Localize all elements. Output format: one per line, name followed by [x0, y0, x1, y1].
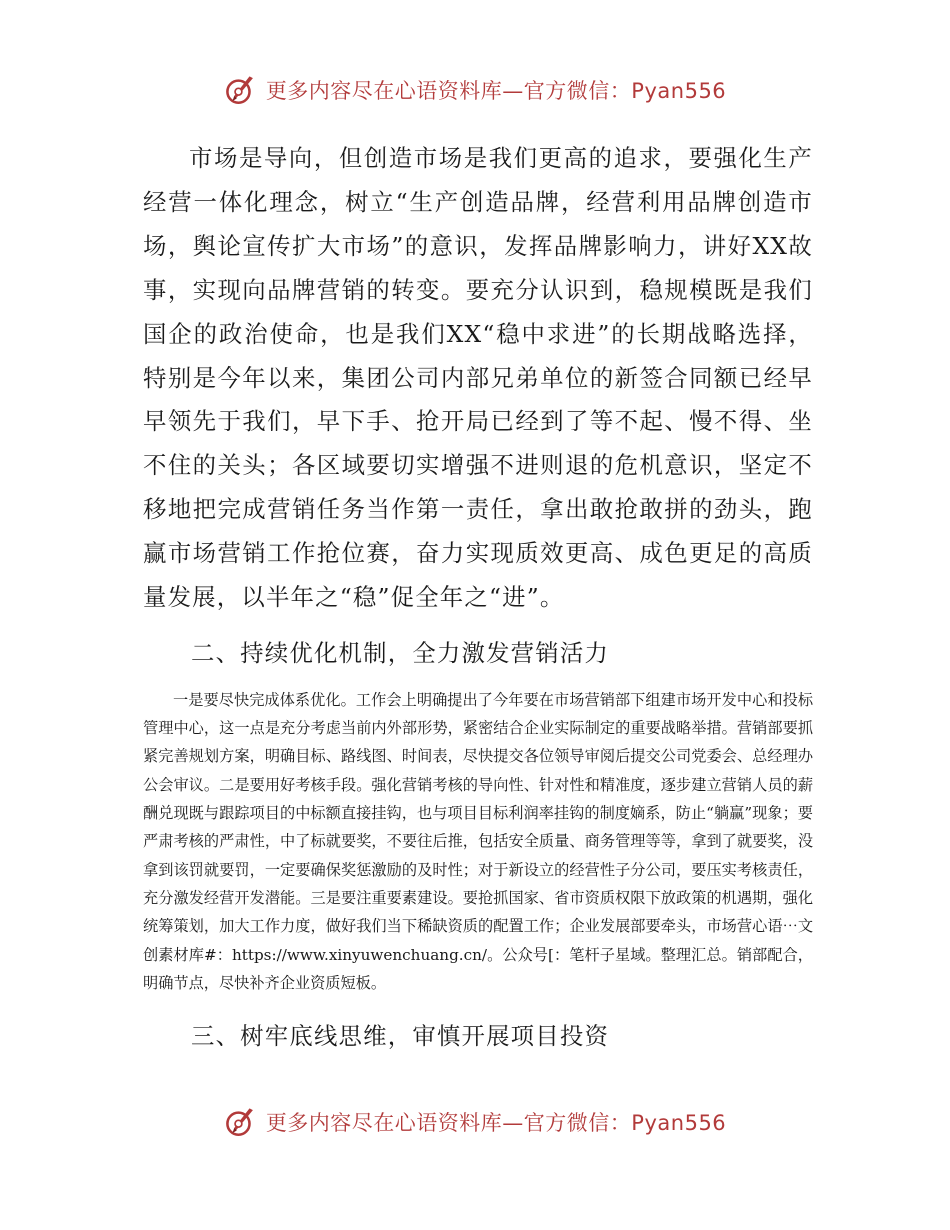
body-paragraph-1: 市场是导向，但创造市场是我们更高的追求，要强化生产经营一体化理念，树立“生产创造品牌，经营利用品牌创造市场，舆论宣传扩大市场”的意识，发挥品牌影响力，讲好XX故事，实现向品牌营销的转变。要充分认识到，稳规模既是我们国企的政治使命，也是我们XX“稳中求进”的长期战略选择，特别是今年以来，集团公司内部兄弟单位的新签合同额已经早早领先于我们，早下手、抢开局已经到了等不起、慢不得、坐不住的关头；各区域要切实增强不进则退的危机意识，坚定不移地把完成营销任务当作第一责任，拿出敢抢敢拼的劲头，跑赢市场营销工作抢位赛，奋力实现质效更高、成色更足的高质量发展，以半年之“稳”促全年之“进”。 [143, 144, 813, 612]
footer-banner [0, 1102, 950, 1142]
quill-pen-logo-icon [224, 73, 258, 107]
footer-banner-text: 更多内容尽在心语资料库—官方微信：Pyan556 [265, 1111, 727, 1135]
document-body [143, 137, 813, 1069]
header-banner [0, 70, 950, 110]
quill-pen-logo-icon [224, 1105, 258, 1139]
section-heading-3: 三、树牢底线思维，审慎开展项目投资 [191, 1022, 610, 1051]
section-heading-2: 二、持续优化机制，全力激发营销活力 [191, 638, 610, 667]
header-banner-text: 更多内容尽在心语资料库—官方微信：Pyan556 [265, 79, 727, 103]
body-paragraph-2: 一是要尽快完成体系优化。工作会上明确提出了今年要在市场营销部下组建市场开发中心和投标管理中心，这一点是充分考虑当前内外部形势，紧密结合企业实际制定的重要战略举措。营销部要抓紧完善规划方案，明确目标、路线图、时间表，尽快提交各位领导审阅后提交公司党委会、总经理办公会审议。二是要用好考核手段。强化营销考核的导向性、针对性和精准度，逐步建立营销人员的薪酬兑现既与跟踪项目的中标额直接挂钩，也与项目目标利润率挂钩的制度嫡系，防止“躺赢”现象；要严肃考核的严肃性，中了标就要奖，不要往后推，包括安全质量、商务管理等等，拿到了就要奖，没拿到该罚就要罚，一定要确保奖惩激励的及时性；对于新设立的经营性子分公司，要压实考核责任，充分激发经营开发潜能。三是要注重要素建设。要抢抓国家、省市资质权限下放政策的机遇期，强化统筹策划，加大工作力度，做好我们当下稀缺资质的配置工作；企业发展部要牵头，市场营心语⋯文创素材库#：https://www.xinyuwenchuang.cn/。公众号[：笔杆子星域。整理汇总。销部配合，明确节点，尽快补齐企业资质短板。 [143, 690, 813, 992]
